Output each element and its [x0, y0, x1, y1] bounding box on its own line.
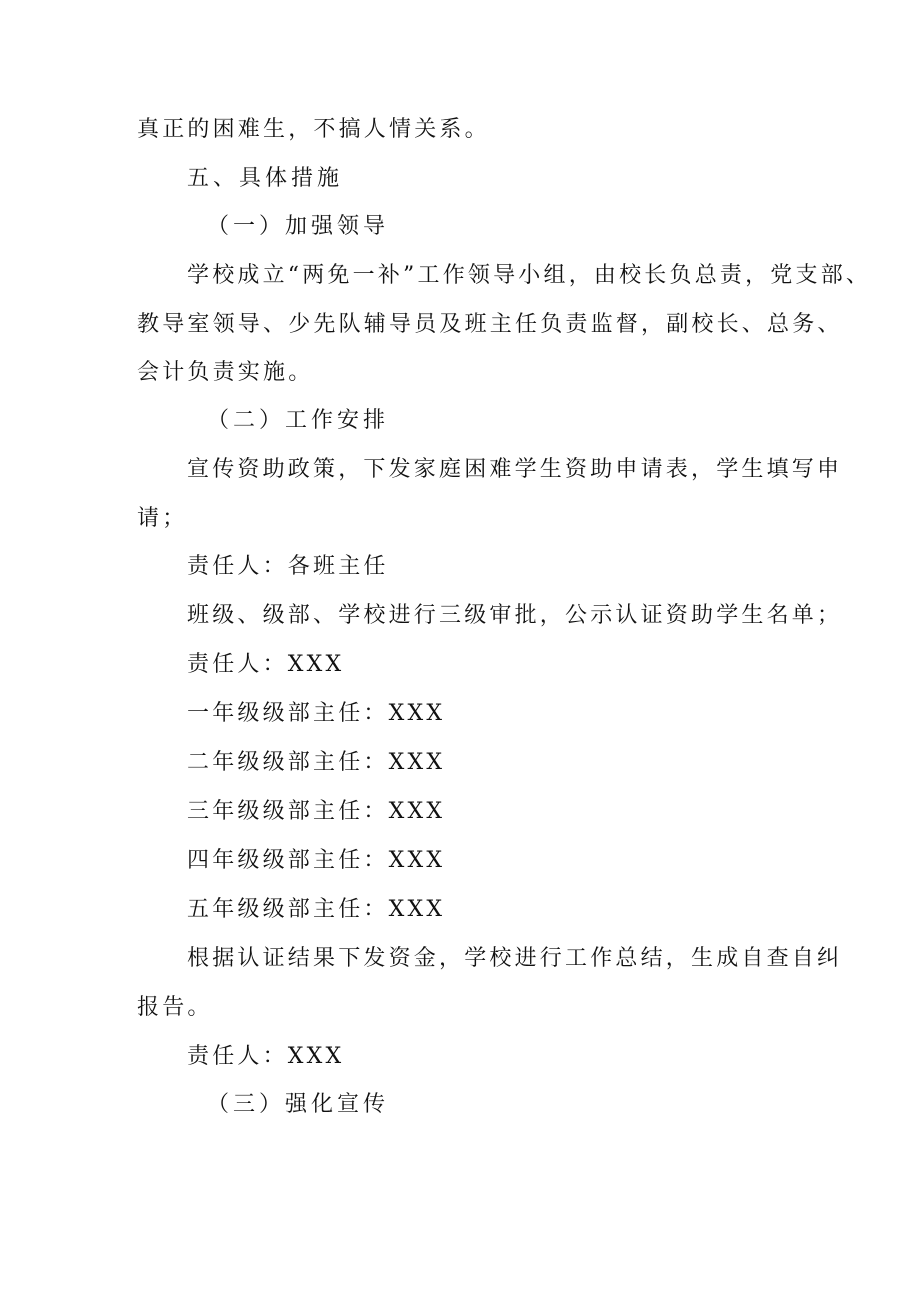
paragraph-line: 责任人：各班主任 — [187, 554, 389, 579]
paragraph-line: 报告。 — [137, 995, 213, 1020]
subsection-heading: （二）工作安排 — [207, 408, 390, 433]
paragraph-line: 宣传资助政策，下发家庭困难学生资助申请表，学生填写申 — [187, 457, 843, 482]
paragraph-line: 责任人：XXX — [187, 1044, 345, 1069]
subsection-heading: （一）加强领导 — [207, 214, 390, 239]
paragraph-line: 三年级级部主任：XXX — [187, 799, 446, 824]
paragraph-line: 根据认证结果下发资金，学校进行工作总结，生成自查自纠 — [187, 946, 843, 971]
paragraph-line: 真正的困难生，不搞人情关系。 — [137, 117, 490, 142]
paragraph-line: 二年级级部主任：XXX — [187, 750, 446, 775]
paragraph-line: 会计负责实施。 — [137, 360, 314, 385]
paragraph-line: 四年级级部主任：XXX — [187, 848, 446, 873]
paragraph-line: 学校成立“两免一补”工作领导小组，由校长负总责，党支部、 — [187, 263, 872, 288]
subsection-heading: （三）强化宣传 — [207, 1092, 390, 1117]
paragraph-line: 请； — [137, 506, 188, 531]
paragraph-line: 教导室领导、少先队辅导员及班主任负责监督，副校长、总务、 — [137, 312, 843, 337]
paragraph-line: 责任人：XXX — [187, 652, 345, 677]
section-heading: 五、具体措施 — [187, 166, 344, 191]
paragraph-line: 五年级级部主任：XXX — [187, 897, 446, 922]
paragraph-line: 一年级级部主任：XXX — [187, 701, 446, 726]
paragraph-line: 班级、级部、学校进行三级审批，公示认证资助学生名单； — [187, 603, 843, 628]
